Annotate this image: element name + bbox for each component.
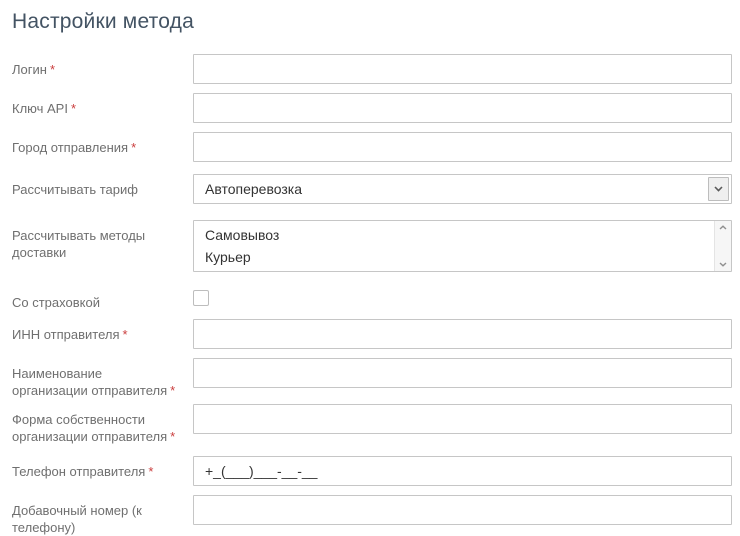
api-key-label: [12, 93, 193, 117]
departure-city-label-text: Город отправления: [12, 140, 129, 155]
delivery-methods-listbox[interactable]: [193, 220, 732, 272]
sender-phone-input[interactable]: [193, 456, 732, 486]
required-asterisk: *: [170, 429, 176, 444]
insurance-label-text: Со страховкой: [12, 295, 100, 310]
form-row-delivery-methods: [12, 220, 732, 272]
required-asterisk: *: [70, 101, 77, 116]
phone-extension-input[interactable]: [193, 495, 732, 525]
scrollbar[interactable]: [714, 221, 731, 271]
insurance-checkbox[interactable]: [193, 290, 209, 306]
form-row-insurance: [12, 287, 732, 311]
required-asterisk: *: [122, 327, 128, 342]
form-row-phone-extension: [12, 495, 732, 536]
api-key-label-text: Ключ API: [12, 101, 68, 116]
chevron-down-icon[interactable]: [719, 262, 727, 267]
delivery-methods-label: [12, 220, 193, 261]
list-item[interactable]: Самовывоз: [205, 227, 280, 243]
departure-city-input[interactable]: [193, 132, 732, 162]
login-input[interactable]: [193, 54, 732, 84]
select-dropdown-button[interactable]: [708, 177, 729, 201]
org-name-label-text: Наименование организации отправителя: [12, 366, 168, 398]
inn-label-text: ИНН отправителя: [12, 327, 120, 342]
sender-phone-label-text: Телефон отправителя: [12, 464, 146, 479]
org-ownership-label: [12, 404, 193, 445]
form-row-sender-phone: [12, 456, 732, 486]
page-title: Настройки метода: [12, 10, 194, 33]
tariff-label: [12, 174, 193, 198]
listbox-options: [194, 221, 714, 271]
form-row-tariff: [12, 174, 732, 204]
form-row-login: [12, 54, 732, 84]
chevron-up-icon[interactable]: [719, 225, 727, 230]
tariff-label-text: Рассчитывать тариф: [12, 182, 138, 197]
form-row-departure-city: [12, 132, 732, 162]
tariff-select[interactable]: [193, 174, 732, 204]
inn-input[interactable]: [193, 319, 732, 349]
form-row-api-key: [12, 93, 732, 123]
phone-extension-label-text: Добавочный номер (к телефону): [12, 503, 142, 535]
tariff-selected-value: Автоперевозка: [205, 181, 302, 197]
list-item[interactable]: Курьер: [205, 249, 251, 265]
org-name-label: [12, 358, 193, 399]
org-name-input[interactable]: [193, 358, 732, 388]
org-ownership-input[interactable]: [193, 404, 732, 434]
inn-label: [12, 319, 193, 343]
required-asterisk: *: [131, 140, 137, 155]
phone-extension-label: [12, 495, 193, 536]
required-asterisk: *: [170, 383, 176, 398]
departure-city-label: [12, 132, 193, 156]
sender-phone-label: [12, 456, 193, 480]
chevron-down-icon: [714, 186, 723, 192]
api-key-input[interactable]: [193, 93, 732, 123]
delivery-methods-label-text: Рассчитывать методы доставки: [12, 228, 146, 260]
login-label: [12, 54, 193, 78]
required-asterisk: *: [49, 62, 56, 77]
form-row-org-ownership: [12, 404, 732, 445]
insurance-label: [12, 287, 193, 311]
org-ownership-label-text: Форма собственности организации отправителя: [12, 412, 168, 444]
required-asterisk: *: [148, 464, 154, 479]
form-row-org-name: [12, 358, 732, 399]
login-label-text: Логин: [12, 62, 47, 77]
form-row-inn: [12, 319, 732, 349]
